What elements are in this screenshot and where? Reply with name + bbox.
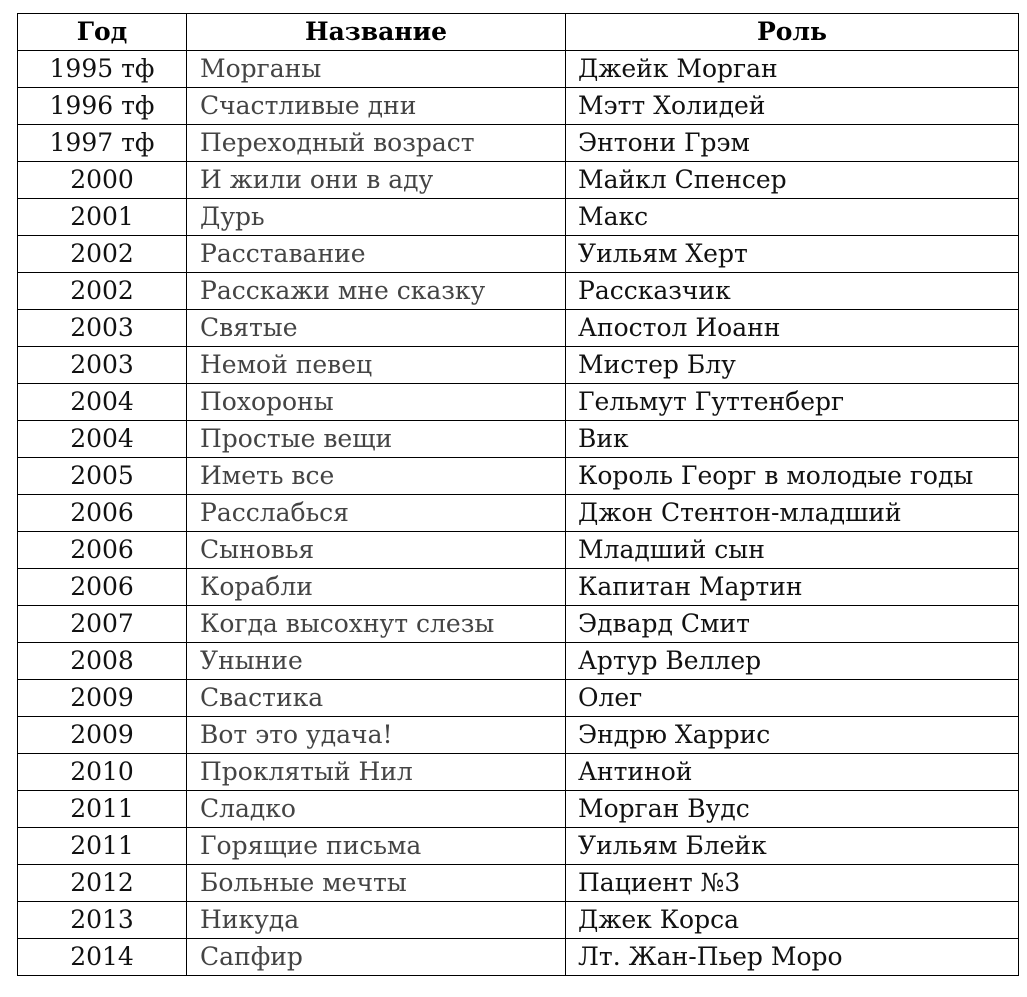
cell-title: И жили они в аду xyxy=(187,162,566,199)
cell-title: Сладко xyxy=(187,791,566,828)
table-row xyxy=(18,384,1019,421)
filmography-sheet xyxy=(17,13,1019,976)
cell-year: 2003 xyxy=(18,310,187,347)
cell-title: Дурь xyxy=(187,199,566,236)
table-row xyxy=(18,273,1019,310)
table-row xyxy=(18,717,1019,754)
cell-title: Корабли xyxy=(187,569,566,606)
cell-title: Счастливые дни xyxy=(187,88,566,125)
cell-year: 2008 xyxy=(18,643,187,680)
cell-year: 2000 xyxy=(18,162,187,199)
header-role: Роль xyxy=(566,14,1019,51)
table-row xyxy=(18,532,1019,569)
cell-year: 2004 xyxy=(18,384,187,421)
cell-year: 1995 тф xyxy=(18,51,187,88)
cell-title: Вот это удача! xyxy=(187,717,566,754)
table-row xyxy=(18,569,1019,606)
filmography-table xyxy=(17,13,1019,976)
cell-role: Уильям Блейк xyxy=(566,828,1019,865)
cell-role: Майкл Спенсер xyxy=(566,162,1019,199)
cell-role: Энтони Грэм xyxy=(566,125,1019,162)
table-row xyxy=(18,865,1019,902)
cell-title: Сыновья xyxy=(187,532,566,569)
cell-role: Морган Вудс xyxy=(566,791,1019,828)
table-row xyxy=(18,939,1019,976)
table-row xyxy=(18,162,1019,199)
cell-year: 2003 xyxy=(18,347,187,384)
cell-role: Вик xyxy=(566,421,1019,458)
table-row xyxy=(18,902,1019,939)
cell-year: 2006 xyxy=(18,532,187,569)
cell-title: Когда высохнут слезы xyxy=(187,606,566,643)
cell-year: 2010 xyxy=(18,754,187,791)
cell-role: Артур Веллер xyxy=(566,643,1019,680)
cell-year: 2013 xyxy=(18,902,187,939)
cell-title: Простые вещи xyxy=(187,421,566,458)
cell-role: Эндрю Харрис xyxy=(566,717,1019,754)
table-row xyxy=(18,236,1019,273)
cell-title: Горящие письма xyxy=(187,828,566,865)
header-year: Год xyxy=(18,14,187,51)
cell-role: Мистер Блу xyxy=(566,347,1019,384)
table-row xyxy=(18,495,1019,532)
header-row xyxy=(18,14,1019,51)
cell-role: Джон Стентон-младший xyxy=(566,495,1019,532)
cell-role: Гельмут Гуттенберг xyxy=(566,384,1019,421)
cell-year: 2007 xyxy=(18,606,187,643)
cell-role: Капитан Мартин xyxy=(566,569,1019,606)
cell-year: 2011 xyxy=(18,791,187,828)
table-row xyxy=(18,643,1019,680)
cell-role: Макс xyxy=(566,199,1019,236)
cell-title: Похороны xyxy=(187,384,566,421)
cell-title: Свастика xyxy=(187,680,566,717)
table-row xyxy=(18,88,1019,125)
table-row xyxy=(18,791,1019,828)
table-row xyxy=(18,458,1019,495)
cell-role: Уильям Херт xyxy=(566,236,1019,273)
cell-year: 2005 xyxy=(18,458,187,495)
table-row xyxy=(18,828,1019,865)
header-title: Название xyxy=(187,14,566,51)
table-row xyxy=(18,606,1019,643)
table-row xyxy=(18,421,1019,458)
table-row xyxy=(18,51,1019,88)
cell-year: 1996 тф xyxy=(18,88,187,125)
table-header xyxy=(18,14,1019,51)
cell-title: Сапфир xyxy=(187,939,566,976)
cell-role: Эдвард Смит xyxy=(566,606,1019,643)
table-body xyxy=(18,51,1019,976)
cell-year: 2009 xyxy=(18,680,187,717)
cell-title: Немой певец xyxy=(187,347,566,384)
cell-role: Пациент №3 xyxy=(566,865,1019,902)
table-row xyxy=(18,347,1019,384)
cell-role: Джек Корса xyxy=(566,902,1019,939)
cell-role: Антиной xyxy=(566,754,1019,791)
cell-title: Проклятый Нил xyxy=(187,754,566,791)
cell-year: 1997 тф xyxy=(18,125,187,162)
table-row xyxy=(18,310,1019,347)
table-row xyxy=(18,199,1019,236)
cell-year: 2006 xyxy=(18,569,187,606)
cell-role: Рассказчик xyxy=(566,273,1019,310)
cell-year: 2002 xyxy=(18,273,187,310)
cell-title: Святые xyxy=(187,310,566,347)
cell-title: Переходный возраст xyxy=(187,125,566,162)
cell-year: 2006 xyxy=(18,495,187,532)
cell-role: Младший сын xyxy=(566,532,1019,569)
cell-year: 2004 xyxy=(18,421,187,458)
cell-year: 2009 xyxy=(18,717,187,754)
cell-title: Больные мечты xyxy=(187,865,566,902)
cell-role: Мэтт Холидей xyxy=(566,88,1019,125)
cell-year: 2012 xyxy=(18,865,187,902)
cell-role: Олег xyxy=(566,680,1019,717)
cell-title: Уныние xyxy=(187,643,566,680)
cell-title: Иметь все xyxy=(187,458,566,495)
cell-role: Король Георг в молодые годы xyxy=(566,458,1019,495)
cell-role: Апостол Иоанн xyxy=(566,310,1019,347)
cell-title: Никуда xyxy=(187,902,566,939)
table-row xyxy=(18,754,1019,791)
cell-year: 2001 xyxy=(18,199,187,236)
cell-year: 2014 xyxy=(18,939,187,976)
cell-title: Расслабься xyxy=(187,495,566,532)
cell-year: 2011 xyxy=(18,828,187,865)
cell-role: Джейк Морган xyxy=(566,51,1019,88)
cell-year: 2002 xyxy=(18,236,187,273)
cell-role: Лт. Жан-Пьер Моро xyxy=(566,939,1019,976)
cell-title: Расскажи мне сказку xyxy=(187,273,566,310)
table-row xyxy=(18,680,1019,717)
table-row xyxy=(18,125,1019,162)
cell-title: Морганы xyxy=(187,51,566,88)
cell-title: Расставание xyxy=(187,236,566,273)
